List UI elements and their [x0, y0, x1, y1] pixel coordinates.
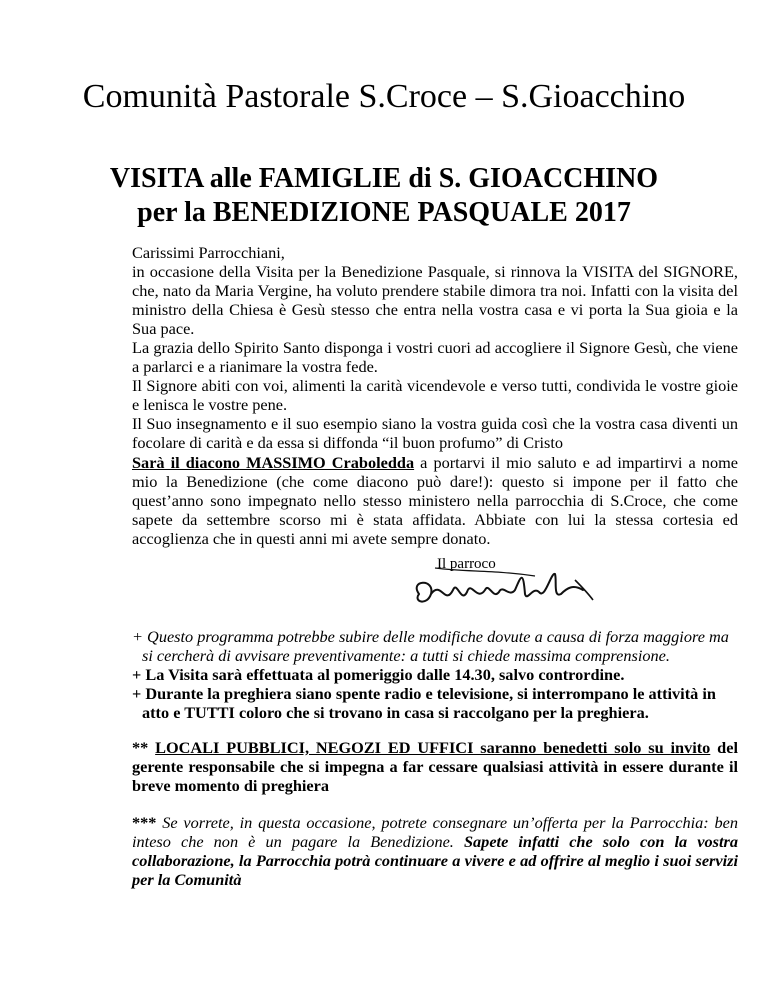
public-places-underlined: LOCALI PUBBLICI, NEGOZI ED UFFICI saranno benedetti solo su invito: [155, 738, 711, 757]
note-1-line-2: si cercherà di avvisare preventivamente: a tutti si chiede massima comprensione.: [142, 646, 670, 665]
offering-note: [132, 813, 738, 889]
note-2: + La Visita sarà effettuata al pomeriggio dalle 14.30, salvo contrordine.: [132, 665, 625, 684]
offering-prefix: ***: [132, 813, 157, 832]
letter-greeting: Carissimi Parrocchiani,: [132, 243, 285, 262]
note-3-line-2: atto e TUTTI coloro che si trovano in casa si raccolgano per la preghiera.: [142, 703, 649, 722]
signature-block: [405, 550, 605, 620]
deacon-paragraph: [132, 453, 738, 548]
deacon-text: a portarvi il mio saluto e ad impartirvi a nome mio la Benedizione (che come diacono può dare!): questo si impone per il fatto che quest’anno sono impegnato nello stesso ministero nella parrocchia di S.Croce, che come sapete da settembre scorso mi è stata affidata. Abbiate con lui la stessa cortesia ed accoglienza che in questi anni mi avete sempre donato.: [132, 453, 738, 548]
letter-body: [132, 243, 738, 452]
letter-paragraph-4: Il Suo insegnamento e il suo esempio siano la vostra guida così che la vostra casa diventi un focolare di carità e da essa si diffonda “il buon profumo” di Cristo: [132, 414, 738, 452]
offering-text: Se vorrete, in questa occasione, potrete consegnare un’offerta per la Parrocchia: ben inteso che non è un pagare la Benedizione.: [132, 813, 738, 851]
parish-header: Comunità Pastorale S.Croce – S.Gioacchino: [82, 78, 686, 115]
public-places-note: [132, 738, 738, 795]
letter-paragraph-2: La grazia dello Spirito Santo disponga i vostri cuori ad accogliere il Signore Gesù, che viene a parlarci e a rianimare la vostra fede.: [132, 338, 738, 376]
note-1-line-1: + Questo programma potrebbe subire delle modifiche dovute a causa di forza maggiore ma: [132, 627, 729, 646]
title-line-1: VISITA alle FAMIGLIE di S. GIOACCHINO: [109, 163, 659, 194]
document-title: [0, 162, 768, 230]
title-line-2: per la BENEDIZIONE PASQUALE 2017: [137, 197, 631, 228]
notes-section: [132, 627, 752, 722]
handwritten-signature: [405, 550, 605, 620]
signature-label: Il parroco: [437, 556, 496, 572]
public-places-text: del gerente responsabile che si impegna a far cessare qualsiasi attività in essere durante il breve momento di preghiera: [132, 738, 738, 795]
public-places-prefix: **: [132, 738, 156, 757]
letter-paragraph-1: in occasione della Visita per la Benedizione Pasquale, si rinnova la VISITA del SIGNORE, che, nato da Maria Vergine, ha voluto prendere stabile dimora tra noi. Infatti con la visita del ministro della Chiesa è Gesù stesso che entra nella vostra casa e vi porta la Sua gioia e la Sua pace.: [132, 262, 738, 338]
offering-bold-text: Sapete infatti che solo con la vostra collaborazione, la Parrocchia potrà continuare a vivere e ad offrire al meglio i suoi servizi per la Comunità: [132, 832, 738, 889]
note-3-line-1: + Durante la preghiera siano spente radio e televisione, si interrompano le attività in: [132, 684, 716, 703]
letter-paragraph-3: Il Signore abiti con voi, alimenti la carità vicendevole e verso tutti, condivida le vostre gioie e lenisca le vostre pene.: [132, 376, 738, 414]
deacon-lead: Sarà il diacono MASSIMO Craboledda: [132, 453, 415, 472]
